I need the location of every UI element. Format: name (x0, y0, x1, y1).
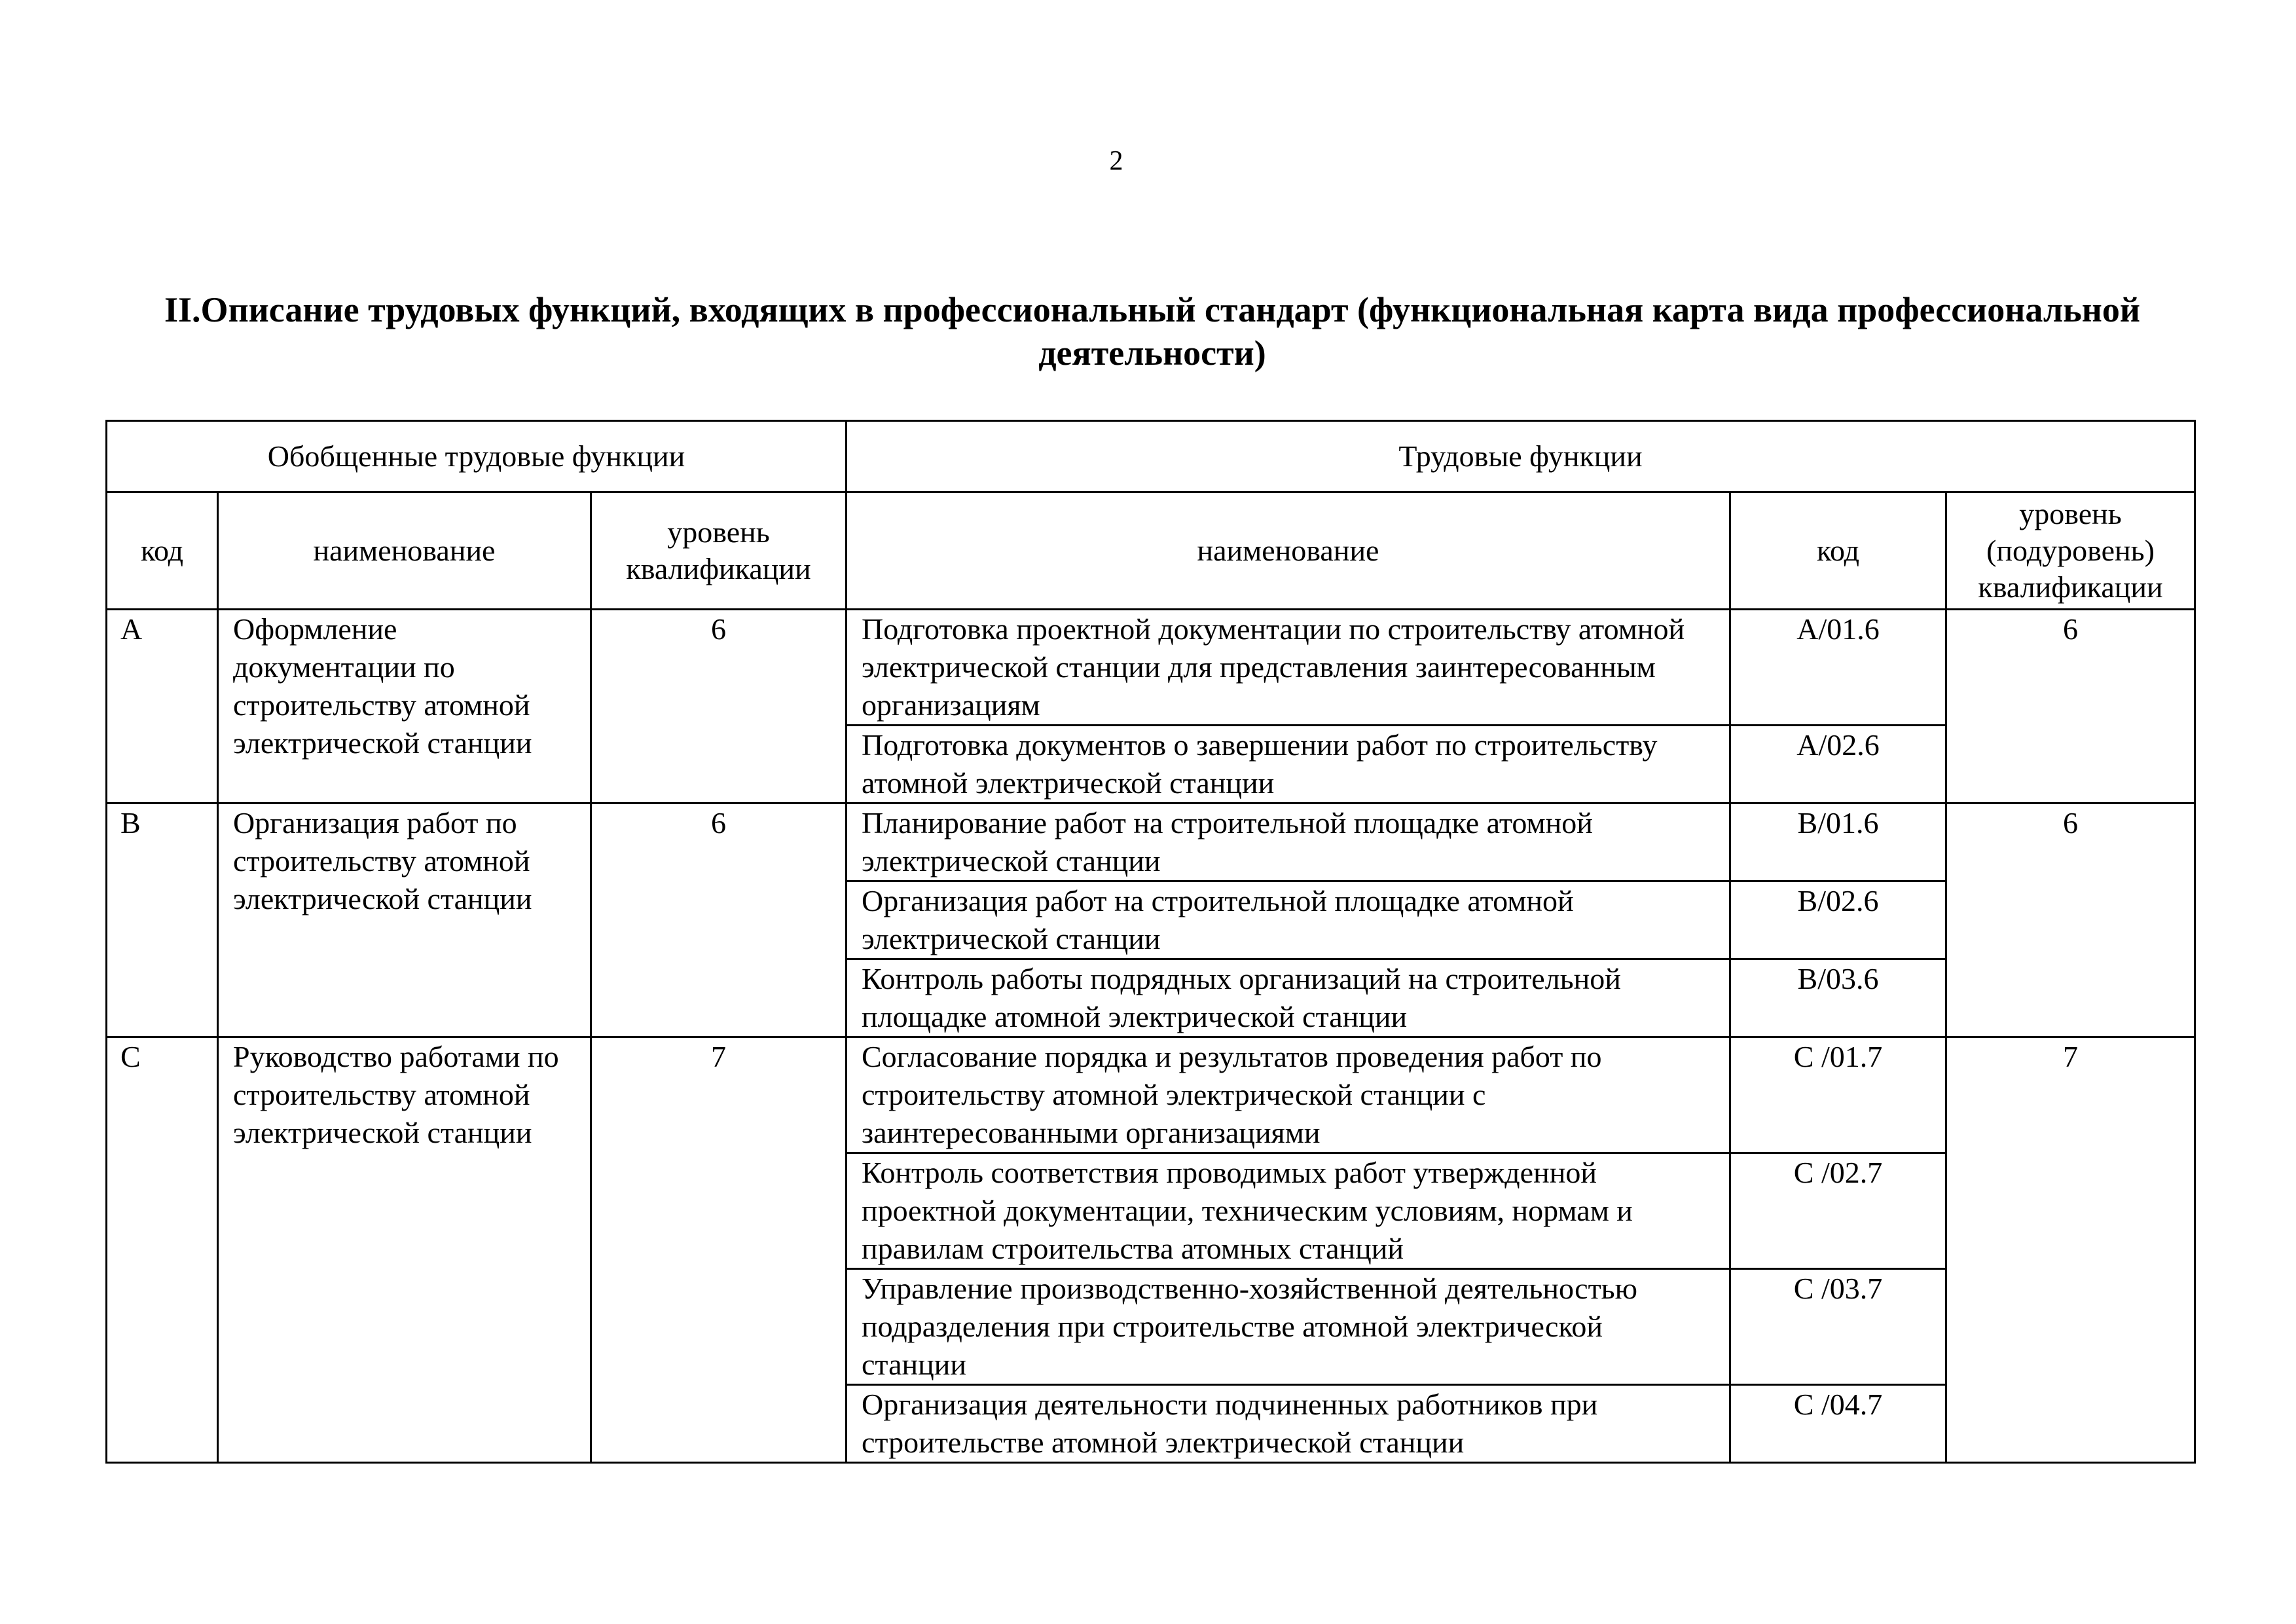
gen-level-cell: 6 (591, 610, 847, 803)
group-header-row (107, 421, 2195, 492)
table-row (107, 1037, 2195, 1153)
tf-code-cell: С /03.7 (1730, 1269, 1946, 1385)
generalized-functions-header: Обобщенные трудовые функции (107, 421, 847, 492)
tf-code-cell: В/03.6 (1730, 959, 1946, 1037)
page-number: 2 (1109, 146, 1123, 176)
column-header-row (107, 492, 2195, 610)
table-row (107, 610, 2195, 726)
tf-code-cell: А/02.6 (1730, 726, 1946, 803)
tf-code-header: код (1730, 492, 1946, 610)
tf-name-cell: Управление производственно-хозяйственной деятельностью подразделения при строительстве атомной электрической станции (847, 1269, 1730, 1385)
tf-name-header: наименование (847, 492, 1730, 610)
gen-code-cell: A (107, 610, 218, 803)
gen-code-cell: B (107, 803, 218, 1037)
gen-code-cell: C (107, 1037, 218, 1463)
tf-code-cell: С /01.7 (1730, 1037, 1946, 1153)
tf-name-cell: Организация работ на строительной площадке атомной электрической станции (847, 881, 1730, 959)
tf-code-cell: А/01.6 (1730, 610, 1946, 726)
gen-level-header: уровень квалификации (591, 492, 847, 610)
tf-code-cell: В/02.6 (1730, 881, 1946, 959)
tf-level-header: уровень (подуровень) квалификации (1946, 492, 2195, 610)
tf-level-cell: 6 (1946, 610, 2195, 803)
tf-name-cell: Контроль соответствия проводимых работ утвержденной проектной документации, техническим условиям, нормам и правилам строительства атомных станций (847, 1153, 1730, 1269)
page-title: II.Описание трудовых функций, входящих в профессиональный стандарт (функциональная карта вида профессиональной деятельности) (164, 290, 2140, 373)
tf-level-cell: 7 (1946, 1037, 2195, 1463)
gen-name-header: наименование (218, 492, 591, 610)
gen-level-cell: 6 (591, 803, 847, 1037)
tf-name-cell: Контроль работы подрядных организаций на строительной площадке атомной электрической станции (847, 959, 1730, 1037)
tf-name-cell: Подготовка проектной документации по строительству атомной электрической станции для представления заинтересованным организациям (847, 610, 1730, 726)
tf-level-cell: 6 (1946, 803, 2195, 1037)
tf-name-cell: Организация деятельности подчиненных работников при строительстве атомной электрической станции (847, 1385, 1730, 1463)
gen-name-cell: Организация работ по строительству атомной электрической станции (218, 803, 591, 1037)
functional-map-table (105, 420, 2196, 1464)
gen-level-cell: 7 (591, 1037, 847, 1463)
gen-code-header: код (107, 492, 218, 610)
table-row (107, 803, 2195, 881)
gen-name-cell: Руководство работами по строительству атомной электрической станции (218, 1037, 591, 1463)
tf-code-cell: В/01.6 (1730, 803, 1946, 881)
gen-name-cell: Оформление документации по строительству атомной электрической станции (218, 610, 591, 803)
tf-name-cell: Планирование работ на строительной площадке атомной электрической станции (847, 803, 1730, 881)
tf-name-cell: Согласование порядка и результатов проведения работ по строительству атомной электрической станции с заинтересованными организациями (847, 1037, 1730, 1153)
tf-code-cell: С /02.7 (1730, 1153, 1946, 1269)
tf-code-cell: С /04.7 (1730, 1385, 1946, 1463)
tf-name-cell: Подготовка документов о завершении работ по строительству атомной электрической станции (847, 726, 1730, 803)
labor-functions-header: Трудовые функции (847, 421, 2195, 492)
